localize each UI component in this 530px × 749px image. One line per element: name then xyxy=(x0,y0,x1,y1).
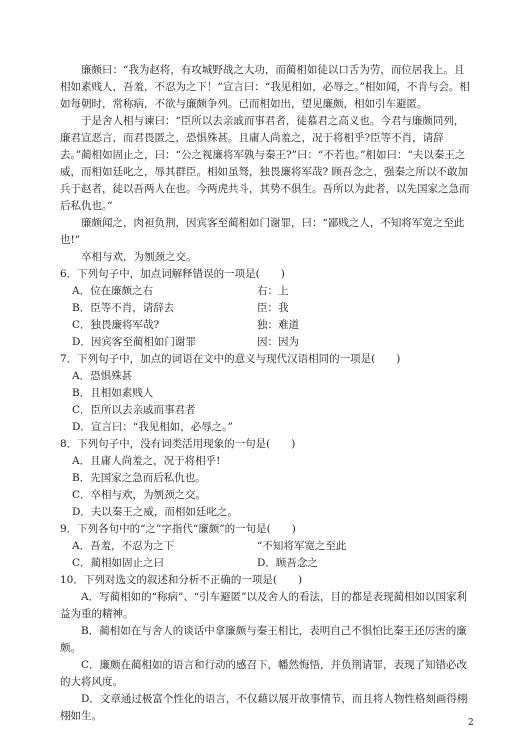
option-explanation: 因：因为 xyxy=(257,336,299,348)
question-9-options-row-2 xyxy=(72,555,472,572)
question-10-option-a: A．写蔺相如的“称病”、“引车避匿”以及舍人的看法，目的都是表现蔺相如以国家利益为重的精神。 xyxy=(60,591,468,620)
option-explanation: 臣：我 xyxy=(257,302,289,314)
question-7-option-c: C．臣所以去亲戚而事君者 xyxy=(72,404,196,416)
question-10-option-c: C．廉颇在蔺相如的语言和行动的感召下，幡然悔悟，并负荆请罪，表现了知错必改的大将风度。 xyxy=(60,659,468,688)
question-10-option-d: D．文章通过极富个性化的语言，不仅藉以展开故事情节，而且将人物性格刻画得栩栩如生。 xyxy=(60,693,468,722)
question-9-option-c: C．蔺相如固止之曰 xyxy=(72,557,165,569)
question-9-options-row-1 xyxy=(72,538,472,555)
question-7-option-d: D．宣言曰：“我见相如，必辱之。” xyxy=(72,421,233,433)
question-8-option-b: B．先国家之急而后私仇也。 xyxy=(72,472,206,484)
question-8-option-d: D．夫以秦王之威，而相如廷叱之。 xyxy=(72,506,238,518)
question-6-option-d xyxy=(72,334,472,351)
question-9-option-b: “不知将军宽之至此 xyxy=(257,540,347,552)
passage-paragraph-2: 于是舍人相与谏曰：“臣所以去亲戚而事君者，徒慕君之高义也。今君与廉颇同列，廉君宣恶言，而君畏匿之，恐惧殊甚。且庸人尚羞之，况于将相乎?臣等不肖，请辞去。”蔺相如固止之，曰：“公之视廉将军孰与秦王?”曰：“不若也。”相如曰：“夫以秦王之威，而相如廷叱之，辱其群臣。相如虽驽，独畏廉将军哉? 顾吾念之，强秦之所以不敢加兵于赵者，徒以吾两人在也。今两虎共斗，其势不俱生。吾所以为此者，以先国家之急而后私仇也。” xyxy=(60,115,470,212)
option-text: C．独畏廉将军哉? xyxy=(72,319,160,331)
question-8-option-a: A．且庸人尚羞之，况于将相乎! xyxy=(72,455,221,467)
question-7-stem: 7．下列句子中，加点的词语在文中的意义与现代汉语相同的一项是( ) xyxy=(60,353,401,365)
question-7-option-b: B．且相如素贱人 xyxy=(72,387,154,399)
question-6-option-c xyxy=(72,317,472,334)
question-6-option-b xyxy=(72,300,472,317)
option-text: D．因宾客至蔺相如门谢罪 xyxy=(72,336,196,348)
option-explanation: 独：难道 xyxy=(257,319,299,331)
question-8-option-c: C．卒相与欢，为刎颈之交。 xyxy=(72,489,207,501)
option-text: A．位在廉颇之右 xyxy=(72,285,154,297)
question-9-stem: 9．下列各句中的“之”字指代“廉颇”的一句是( ) xyxy=(60,523,296,535)
option-text: B．臣等不肖，请辞去 xyxy=(72,302,175,314)
passage-paragraph-3: 廉颇闻之，肉袒负荆，因宾客至蔺相如门谢罪，曰：“鄙贱之人，不知将军宽之至此也!” xyxy=(60,217,465,246)
question-7-option-a: A．恐惧殊甚 xyxy=(72,370,133,382)
document-content xyxy=(60,62,472,725)
passage-paragraph-1: 廉颇曰：“我为赵将，有攻城野战之大功，而蔺相如徒以口舌为劳，而位居我上。且相如素贱人，吾羞，不忍为之下！”宣言曰：“我见相如，必辱之。”相如闻，不肯与会。相如每朝时，常称病，不欲与廉颇争列。已而相如出，望见廉颇，相如引车避匿。 xyxy=(60,64,470,110)
option-explanation: 右：上 xyxy=(257,285,289,297)
question-10-option-b: B．蔺相如在与舍人的谈话中拿廉颇与秦王相比，表明自己不惧怕比秦王还厉害的廉颇。 xyxy=(60,625,467,654)
question-6-option-a xyxy=(72,283,472,300)
question-9-option-a: A．吾羞，不忍为之下 xyxy=(72,540,175,552)
question-9-option-d: D．顾吾念之 xyxy=(257,557,318,569)
page-number: 2 xyxy=(468,718,474,728)
question-6-stem: 6．下列句子中，加点词解释错误的一项是( ) xyxy=(60,268,285,280)
question-8-stem: 8．下列句子中，没有词类活用现象的一句是( ) xyxy=(60,438,296,450)
question-10-stem: 10．下列对选文的叙述和分析不正确的一项是( ) xyxy=(60,574,303,586)
passage-paragraph-4: 卒相与欢，为刎颈之交。 xyxy=(81,251,197,263)
